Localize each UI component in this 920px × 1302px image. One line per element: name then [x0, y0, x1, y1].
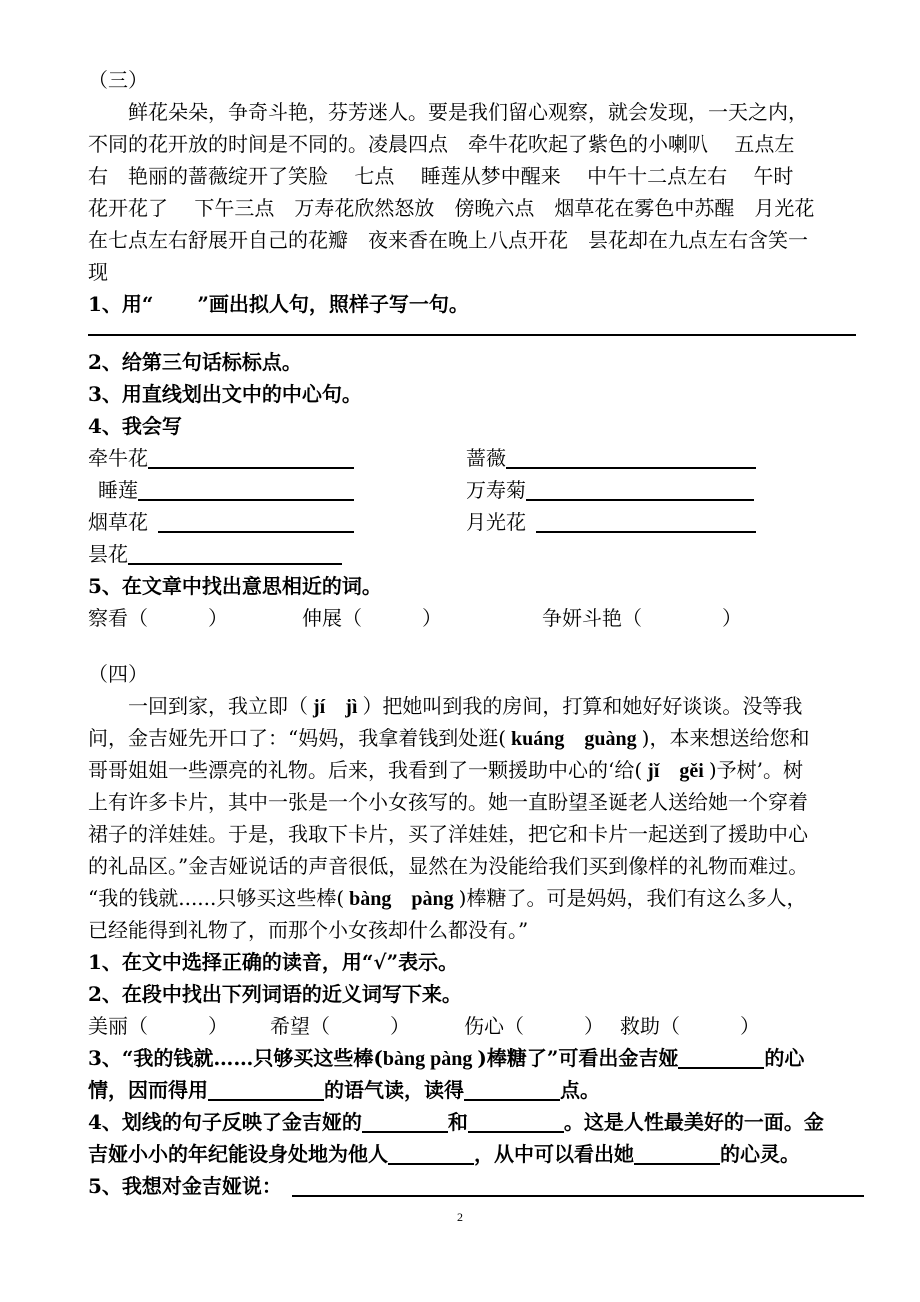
word-row: 牵牛花 蔷薇 — [88, 442, 878, 474]
passage-line: 在七点左右舒展开自己的花瓣 夜来香在晚上八点开花 昙花却在九点左右含笑一 — [88, 228, 808, 252]
passage-line: 右 艳丽的蔷薇绽开了笑脸 七点 睡莲从梦中醒来 中午十二点左右 午时 — [88, 164, 794, 188]
word-row: 睡莲 万寿菊 — [88, 474, 878, 506]
synonym-row: 美丽（ ） 希望（ ） 伤心（ ） 救助（ ） — [88, 1014, 760, 1038]
passage-line: 上有许多卡片，其中一张是一个小女孩写的。她一直盼望圣诞老人送给她一个穿着 — [88, 790, 808, 814]
passage-line: “我的钱就......只够买这些棒( bàng pàng )棒糖了。可是妈妈，我们有这么多人， — [88, 886, 807, 910]
answer-blank[interactable] — [158, 509, 354, 533]
passage-line: 问，金吉娅先开口了：“妈妈，我拿着钱到处逛( kuáng guàng )，本来想送给您和 — [88, 726, 810, 750]
answer-blank[interactable] — [208, 1077, 324, 1101]
question-2: 2、给第三句话标标点。 — [88, 350, 302, 374]
word-row: 烟草花 月光花 — [88, 506, 878, 538]
question-3: 3、用直线划出文中的中心句。 — [88, 382, 362, 406]
answer-blank[interactable] — [634, 1141, 720, 1165]
passage-line: 裙子的洋娃娃。于是，我取下卡片，买了洋娃娃，把它和卡片一起送到了援助中心 — [88, 822, 808, 846]
question-4: 4、划线的句子反映了金吉娅的 和 。这是人性最美好的一面。金 — [88, 1110, 824, 1134]
question-1: 1、在文中选择正确的读音，用“√”表示。 — [88, 950, 459, 974]
question-3-cont: 情，因而得用 的语气读，读得 点。 — [88, 1078, 600, 1102]
answer-blank[interactable] — [678, 1045, 764, 1069]
passage-line: 的礼品区。”金吉娅说话的声音很低，显然在为没能给我们买到像样的礼物而难过。 — [88, 854, 809, 878]
passage-line: 花开花了 下午三点 万寿花欣然怒放 傍晚六点 烟草花在雾色中苏醒 月光花 — [88, 196, 815, 220]
passage-line: 现 — [88, 260, 108, 284]
answer-blank[interactable] — [526, 477, 754, 501]
answer-blank[interactable] — [468, 1109, 564, 1133]
answer-blank[interactable] — [506, 445, 756, 469]
section-4-heading: （四） — [88, 662, 148, 686]
passage-line: 一回到家，我立即（ jí jì ）把她叫到我的房间，打算和她好好谈谈。没等我 — [128, 694, 803, 718]
question-4: 4、我会写 — [88, 414, 182, 438]
passage-line: 不同的花开放的时间是不同的。凌晨四点 牵牛花吹起了紫色的小喇叭 五点左 — [88, 132, 795, 156]
answer-blank[interactable] — [138, 477, 354, 501]
section-3-heading: （三） — [88, 68, 148, 92]
question-2: 2、在段中找出下列词语的近义词写下来。 — [88, 982, 462, 1006]
question-1: 1、用“ ”画出拟人句，照样子写一句。 — [88, 292, 469, 316]
answer-blank[interactable] — [388, 1141, 474, 1165]
pinyin-choice[interactable]: bàng pàng — [344, 888, 459, 910]
answer-blank[interactable] — [148, 445, 354, 469]
pinyin-choice[interactable]: jí jì — [308, 696, 363, 718]
answer-blank[interactable] — [292, 1173, 864, 1197]
synonym-row: 察看（ ） 伸展（ ） 争妍斗艳（ ） — [88, 606, 742, 630]
answer-blank[interactable] — [362, 1109, 448, 1133]
answer-blank[interactable] — [128, 541, 342, 565]
passage-line: 鲜花朵朵，争奇斗艳，芬芳迷人。要是我们留心观察，就会发现，一天之内， — [128, 100, 808, 124]
passage-line: 已经能得到礼物了，而那个小女孩却什么都没有。” — [88, 918, 529, 942]
answer-blank[interactable] — [464, 1077, 560, 1101]
word-row: 昙花 — [88, 538, 878, 570]
pinyin-choice[interactable]: jǐ gěi — [642, 760, 709, 782]
worksheet-page — [88, 64, 878, 1202]
page-number: 2 — [457, 1210, 463, 1224]
question-4-cont: 吉娅小小的年纪能设身处地为他人 ，从中可以看出她 的心灵。 — [88, 1142, 800, 1166]
question-3: 3、“我的钱就……只够买这些棒(bàng pàng )棒糖了”可看出金吉娅 的心 — [88, 1046, 805, 1070]
passage-line: 哥哥姐姐一些漂亮的礼物。后来，我看到了一颗援助中心的‘给( jǐ gěi )予树’。树 — [88, 758, 803, 782]
answer-line[interactable] — [88, 334, 856, 336]
answer-blank[interactable] — [536, 509, 756, 533]
question-5: 5、在文章中找出意思相近的词。 — [88, 574, 382, 598]
pinyin-choice[interactable]: kuáng guàng — [506, 728, 642, 750]
question-5: 5、我想对金吉娅说： — [88, 1170, 878, 1202]
